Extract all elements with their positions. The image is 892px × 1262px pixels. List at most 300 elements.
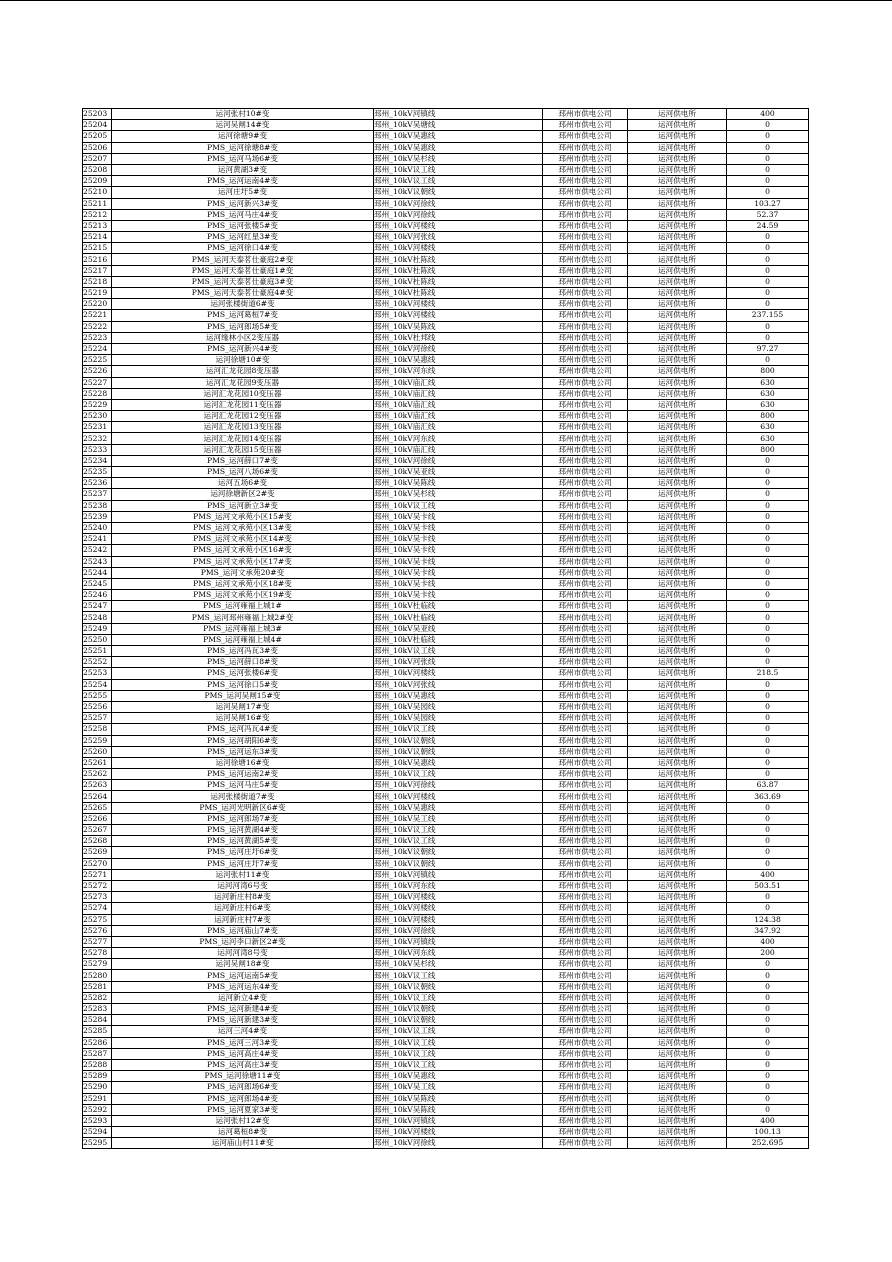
cell-value: 0 (727, 511, 809, 522)
cell-id: 25291 (83, 1093, 112, 1104)
cell-id: 25276 (83, 925, 112, 936)
cell-name: PMS_运河文承苑小区17#变 (112, 556, 374, 567)
cell-station: 运河供电所 (628, 153, 727, 164)
cell-id: 25237 (83, 489, 112, 500)
cell-station: 运河供电所 (628, 735, 727, 746)
cell-value: 0 (727, 265, 809, 276)
cell-value: 0 (727, 142, 809, 153)
cell-id: 25261 (83, 757, 112, 768)
cell-company: 邳州市供电公司 (543, 724, 628, 735)
cell-id: 25279 (83, 959, 112, 970)
cell-station: 运河供电所 (628, 399, 727, 410)
cell-company: 邳州市供电公司 (543, 545, 628, 556)
cell-name: PMS_运河冯瓦3#变 (112, 646, 374, 657)
cell-station: 运河供电所 (628, 522, 727, 533)
cell-station: 运河供电所 (628, 243, 727, 254)
cell-name: 运河吴闸16#变 (112, 713, 374, 724)
cell-name: 运河徐塘新区2#变 (112, 489, 374, 500)
cell-id: 25239 (83, 511, 112, 522)
cell-value: 0 (727, 534, 809, 545)
cell-value: 0 (727, 500, 809, 511)
cell-station: 运河供电所 (628, 534, 727, 545)
cell-line: 邳州_10kV议工线 (374, 176, 543, 187)
cell-company: 邳州市供电公司 (543, 757, 628, 768)
cell-company: 邳州市供电公司 (543, 992, 628, 1003)
cell-name: PMS_运河运南4#变 (112, 176, 374, 187)
cell-station: 运河供电所 (628, 545, 727, 556)
cell-id: 25231 (83, 422, 112, 433)
cell-line: 邳州_10kV吴杉线 (374, 489, 543, 500)
cell-company: 邳州市供电公司 (543, 534, 628, 545)
cell-value: 0 (727, 1071, 809, 1082)
cell-value: 0 (727, 299, 809, 310)
cell-company: 邳州市供电公司 (543, 411, 628, 422)
cell-company: 邳州市供电公司 (543, 120, 628, 131)
cell-company: 邳州市供电公司 (543, 802, 628, 813)
cell-name: PMS_运河高庄4#变 (112, 1048, 374, 1059)
cell-station: 运河供电所 (628, 959, 727, 970)
cell-line: 邳州_10kV杜陈线 (374, 276, 543, 287)
cell-line: 邳州_10kV吴陈线 (374, 478, 543, 489)
cell-value: 0 (727, 590, 809, 601)
cell-station: 运河供电所 (628, 936, 727, 947)
cell-line: 邳州_10kV河徐线 (374, 780, 543, 791)
cell-line: 邳州_10kV庙汇线 (374, 377, 543, 388)
cell-id: 25284 (83, 1015, 112, 1026)
cell-station: 运河供电所 (628, 690, 727, 701)
cell-id: 25219 (83, 288, 112, 299)
cell-id: 25248 (83, 612, 112, 623)
cell-station: 运河供电所 (628, 1026, 727, 1037)
cell-id: 25265 (83, 802, 112, 813)
cell-name: PMS_运河郎场6#变 (112, 1082, 374, 1093)
cell-name: PMS_运河庄圩6#变 (112, 847, 374, 858)
cell-id: 25217 (83, 265, 112, 276)
cell-name: PMS_运河马庄5#变 (112, 780, 374, 791)
cell-name: PMS_运河薛口7#变 (112, 455, 374, 466)
table-row (83, 567, 809, 578)
cell-name: 运河汇龙花园13变压器 (112, 422, 374, 433)
cell-line: 邳州_10kV杜陈线 (374, 265, 543, 276)
cell-name: PMS_运河徐塘8#变 (112, 142, 374, 153)
cell-value: 347.92 (727, 925, 809, 936)
cell-id: 25216 (83, 254, 112, 265)
cell-name: 运河吴闸14#变 (112, 120, 374, 131)
cell-value: 0 (727, 1104, 809, 1115)
cell-line: 邳州_10kV议工线 (374, 500, 543, 511)
cell-line: 邳州_10kV吴园线 (374, 701, 543, 712)
cell-station: 运河供电所 (628, 601, 727, 612)
table-row (83, 355, 809, 366)
cell-company: 邳州市供电公司 (543, 276, 628, 287)
cell-line: 邳州_10kV议工线 (374, 724, 543, 735)
cell-company: 邳州市供电公司 (543, 623, 628, 634)
cell-station: 运河供电所 (628, 1127, 727, 1138)
cell-name: 运河庙山村11#变 (112, 1138, 374, 1149)
cell-value: 0 (727, 276, 809, 287)
cell-line: 邳州_10kV吴塘线 (374, 120, 543, 131)
cell-name: PMS_运河八场6#变 (112, 467, 374, 478)
cell-company: 邳州市供电公司 (543, 646, 628, 657)
cell-id: 25294 (83, 1127, 112, 1138)
cell-station: 运河供电所 (628, 578, 727, 589)
cell-id: 25274 (83, 903, 112, 914)
cell-name: 运河汇龙花园8变压器 (112, 366, 374, 377)
cell-name: PMS_运河文承苑小区14#变 (112, 534, 374, 545)
table-row (83, 802, 809, 813)
cell-company: 邳州市供电公司 (543, 1071, 628, 1082)
table-row (83, 970, 809, 981)
cell-company: 邳州市供电公司 (543, 366, 628, 377)
cell-company: 邳州市供电公司 (543, 209, 628, 220)
cell-station: 运河供电所 (628, 903, 727, 914)
cell-value: 0 (727, 120, 809, 131)
cell-value: 0 (727, 623, 809, 634)
cell-id: 25212 (83, 209, 112, 220)
cell-name: PMS_运河郎场7#变 (112, 813, 374, 824)
cell-line: 邳州_10kV河楼线 (374, 668, 543, 679)
cell-line: 邳州_10kV河楼线 (374, 903, 543, 914)
cell-line: 邳州_10kV杜临线 (374, 601, 543, 612)
cell-station: 运河供电所 (628, 1071, 727, 1082)
cell-company: 邳州市供电公司 (543, 936, 628, 947)
cell-line: 邳州_10kV杜陈线 (374, 254, 543, 265)
table-row (83, 500, 809, 511)
table-row (83, 701, 809, 712)
cell-station: 运河供电所 (628, 746, 727, 757)
cell-company: 邳州市供电公司 (543, 556, 628, 567)
table-row (83, 858, 809, 869)
cell-name: PMS_运河庄圩7#变 (112, 858, 374, 869)
cell-company: 邳州市供电公司 (543, 478, 628, 489)
cell-value: 400 (727, 869, 809, 880)
cell-company: 邳州市供电公司 (543, 746, 628, 757)
cell-company: 邳州市供电公司 (543, 467, 628, 478)
table-row (83, 735, 809, 746)
cell-value: 0 (727, 1037, 809, 1048)
cell-line: 邳州_10kV议工线 (374, 825, 543, 836)
cell-company: 邳州市供电公司 (543, 880, 628, 891)
cell-company: 邳州市供电公司 (543, 522, 628, 533)
cell-company: 邳州市供电公司 (543, 355, 628, 366)
cell-company: 邳州市供电公司 (543, 232, 628, 243)
table-row (83, 713, 809, 724)
cell-line: 邳州_10kV杜邦线 (374, 332, 543, 343)
cell-value: 800 (727, 366, 809, 377)
table-row (83, 1004, 809, 1015)
cell-name: 运河张村11#变 (112, 869, 374, 880)
cell-value: 0 (727, 813, 809, 824)
cell-line: 邳州_10kV议工线 (374, 1048, 543, 1059)
cell-id: 25209 (83, 176, 112, 187)
cell-station: 运河供电所 (628, 567, 727, 578)
cell-line: 邳州_10kV议朝线 (374, 746, 543, 757)
table-row (83, 455, 809, 466)
cell-company: 邳州市供电公司 (543, 131, 628, 142)
cell-value: 0 (727, 1059, 809, 1070)
table-row (83, 612, 809, 623)
cell-name: 运河汇龙花园14变压器 (112, 433, 374, 444)
cell-name: 运河庄圩5#变 (112, 187, 374, 198)
cell-id: 25269 (83, 847, 112, 858)
cell-line: 邳州_10kV庙汇线 (374, 411, 543, 422)
cell-id: 25232 (83, 433, 112, 444)
cell-value: 363.69 (727, 791, 809, 802)
cell-id: 25245 (83, 578, 112, 589)
cell-station: 运河供电所 (628, 724, 727, 735)
cell-value: 252.695 (727, 1138, 809, 1149)
cell-id: 25221 (83, 310, 112, 321)
cell-line: 邳州_10kV吴惠线 (374, 1071, 543, 1082)
cell-company: 邳州市供电公司 (543, 735, 628, 746)
cell-station: 运河供电所 (628, 321, 727, 332)
cell-name: 运河黄湖3#变 (112, 164, 374, 175)
cell-company: 邳州市供电公司 (543, 1082, 628, 1093)
cell-name: PMS_运河文承苑小区16#变 (112, 545, 374, 556)
cell-company: 邳州市供电公司 (543, 668, 628, 679)
cell-value: 630 (727, 422, 809, 433)
cell-id: 25270 (83, 858, 112, 869)
cell-id: 25247 (83, 601, 112, 612)
table-row (83, 556, 809, 567)
cell-station: 运河供电所 (628, 802, 727, 813)
cell-station: 运河供电所 (628, 769, 727, 780)
cell-value: 0 (727, 959, 809, 970)
cell-name: PMS_运河文承苑小区13#变 (112, 522, 374, 533)
cell-id: 25242 (83, 545, 112, 556)
cell-name: PMS_运河夏家3#变 (112, 1104, 374, 1115)
cell-company: 邳州市供电公司 (543, 1026, 628, 1037)
table-row (83, 243, 809, 254)
cell-name: PMS_运河天泰茗仕豪庭4#变 (112, 288, 374, 299)
table-row (83, 489, 809, 500)
cell-line: 邳州_10kV吴陈线 (374, 1093, 543, 1104)
cell-value: 0 (727, 187, 809, 198)
cell-line: 邳州_10kV河镇线 (374, 936, 543, 947)
cell-id: 25203 (83, 109, 112, 120)
cell-company: 邳州市供电公司 (543, 343, 628, 354)
cell-name: 运河新庄村7#变 (112, 914, 374, 925)
cell-name: 运河新立4#变 (112, 992, 374, 1003)
cell-value: 97.27 (727, 343, 809, 354)
cell-id: 25255 (83, 690, 112, 701)
table-row (83, 1093, 809, 1104)
cell-name: 运河吴闸17#变 (112, 701, 374, 712)
cell-station: 运河供电所 (628, 164, 727, 175)
cell-station: 运河供电所 (628, 120, 727, 131)
cell-id: 25250 (83, 634, 112, 645)
cell-station: 运河供电所 (628, 925, 727, 936)
cell-name: 运河汇龙花园12变压器 (112, 411, 374, 422)
cell-station: 运河供电所 (628, 791, 727, 802)
cell-name: 运河汇龙花园11变压器 (112, 399, 374, 410)
cell-company: 邳州市供电公司 (543, 813, 628, 824)
cell-station: 运河供电所 (628, 825, 727, 836)
cell-station: 运河供电所 (628, 892, 727, 903)
cell-company: 邳州市供电公司 (543, 254, 628, 265)
cell-company: 邳州市供电公司 (543, 836, 628, 847)
cell-name: PMS_运河胡阳6#变 (112, 735, 374, 746)
table-row (83, 444, 809, 455)
cell-value: 0 (727, 825, 809, 836)
cell-value: 0 (727, 757, 809, 768)
cell-id: 25208 (83, 164, 112, 175)
cell-station: 运河供电所 (628, 1048, 727, 1059)
table-row (83, 153, 809, 164)
cell-value: 0 (727, 903, 809, 914)
cell-name: PMS_运河红星3#变 (112, 232, 374, 243)
cell-station: 运河供电所 (628, 511, 727, 522)
cell-company: 邳州市供电公司 (543, 590, 628, 601)
cell-id: 25218 (83, 276, 112, 287)
cell-id: 25227 (83, 377, 112, 388)
table-row (83, 522, 809, 533)
cell-name: PMS_运河薛口8#变 (112, 657, 374, 668)
cell-station: 运河供电所 (628, 1037, 727, 1048)
cell-value: 0 (727, 892, 809, 903)
cell-company: 邳州市供电公司 (543, 265, 628, 276)
cell-line: 邳州_10kV河楼线 (374, 914, 543, 925)
cell-company: 邳州市供电公司 (543, 310, 628, 321)
cell-line: 邳州_10kV议工线 (374, 970, 543, 981)
cell-station: 运河供电所 (628, 209, 727, 220)
cell-id: 25238 (83, 500, 112, 511)
cell-id: 25215 (83, 243, 112, 254)
cell-value: 100.13 (727, 1127, 809, 1138)
cell-line: 邳州_10kV吴卡线 (374, 545, 543, 556)
cell-line: 邳州_10kV河徐线 (374, 925, 543, 936)
cell-line: 邳州_10kV吴卡线 (374, 511, 543, 522)
cell-name: PMS_运河新建4#变 (112, 1004, 374, 1015)
cell-name: PMS_运河高庄3#变 (112, 1059, 374, 1070)
cell-line: 邳州_10kV吴卡线 (374, 556, 543, 567)
cell-company: 邳州市供电公司 (543, 959, 628, 970)
cell-id: 25271 (83, 869, 112, 880)
table-row (83, 948, 809, 959)
table-row (83, 164, 809, 175)
table-row (83, 880, 809, 891)
cell-company: 邳州市供电公司 (543, 612, 628, 623)
cell-station: 运河供电所 (628, 590, 727, 601)
cell-station: 运河供电所 (628, 1093, 727, 1104)
cell-name: PMS_运河运南5#变 (112, 970, 374, 981)
cell-name: 运河吴闸18#变 (112, 959, 374, 970)
cell-line: 邳州_10kV吴卡线 (374, 567, 543, 578)
cell-value: 0 (727, 601, 809, 612)
table-row (83, 232, 809, 243)
cell-line: 邳州_10kV议朝线 (374, 1015, 543, 1026)
table-row (83, 1026, 809, 1037)
cell-company: 邳州市供电公司 (543, 713, 628, 724)
cell-name: PMS_运河天泰茗仕豪庭3#变 (112, 276, 374, 287)
cell-line: 邳州_10kV河楼线 (374, 1127, 543, 1138)
table-row (83, 288, 809, 299)
table-row (83, 914, 809, 925)
table-row (83, 780, 809, 791)
cell-value: 0 (727, 701, 809, 712)
cell-id: 25210 (83, 187, 112, 198)
cell-id: 25295 (83, 1138, 112, 1149)
table-row (83, 142, 809, 153)
table-row (83, 310, 809, 321)
cell-value: 0 (727, 478, 809, 489)
cell-company: 邳州市供电公司 (543, 791, 628, 802)
cell-name: 运河徐塘16#变 (112, 757, 374, 768)
cell-station: 运河供电所 (628, 657, 727, 668)
table-row (83, 903, 809, 914)
cell-station: 运河供电所 (628, 288, 727, 299)
cell-station: 运河供电所 (628, 1104, 727, 1115)
cell-station: 运河供电所 (628, 813, 727, 824)
cell-company: 邳州市供电公司 (543, 455, 628, 466)
cell-line: 邳州_10kV吴亚线 (374, 467, 543, 478)
table-row (83, 220, 809, 231)
table-row (83, 109, 809, 120)
table-row (83, 601, 809, 612)
table-row (83, 343, 809, 354)
cell-value: 800 (727, 411, 809, 422)
table-row (83, 478, 809, 489)
table-row (83, 265, 809, 276)
table-row (83, 1015, 809, 1026)
cell-id: 25287 (83, 1048, 112, 1059)
table-row (83, 1037, 809, 1048)
cell-value: 0 (727, 970, 809, 981)
cell-station: 运河供电所 (628, 713, 727, 724)
cell-line: 邳州_10kV吴惠线 (374, 690, 543, 701)
cell-name: PMS_运河新兴4#变 (112, 343, 374, 354)
cell-station: 运河供电所 (628, 948, 727, 959)
table-row (83, 679, 809, 690)
cell-station: 运河供电所 (628, 142, 727, 153)
cell-station: 运河供电所 (628, 467, 727, 478)
cell-value: 63.87 (727, 780, 809, 791)
table-row (83, 981, 809, 992)
table-row (83, 959, 809, 970)
cell-value: 237.155 (727, 310, 809, 321)
cell-value: 0 (727, 657, 809, 668)
cell-company: 邳州市供电公司 (543, 1138, 628, 1149)
cell-value: 0 (727, 556, 809, 567)
cell-line: 邳州_10kV河东线 (374, 433, 543, 444)
cell-line: 邳州_10kV吴杉线 (374, 153, 543, 164)
cell-line: 邳州_10kV议朝线 (374, 858, 543, 869)
table-row (83, 332, 809, 343)
cell-station: 运河供电所 (628, 478, 727, 489)
cell-id: 25257 (83, 713, 112, 724)
table-row (83, 825, 809, 836)
cell-line: 邳州_10kV议朝线 (374, 847, 543, 858)
cell-station: 运河供电所 (628, 1138, 727, 1149)
cell-name: 运河葛桓8#变 (112, 1127, 374, 1138)
cell-company: 邳州市供电公司 (543, 198, 628, 209)
cell-company: 邳州市供电公司 (543, 433, 628, 444)
cell-value: 0 (727, 679, 809, 690)
cell-value: 0 (727, 164, 809, 175)
cell-line: 邳州_10kV河楼线 (374, 220, 543, 231)
cell-station: 运河供电所 (628, 131, 727, 142)
cell-company: 邳州市供电公司 (543, 1127, 628, 1138)
cell-company: 邳州市供电公司 (543, 220, 628, 231)
cell-id: 25272 (83, 880, 112, 891)
cell-name: PMS_运河邳州雍福上城2#变 (112, 612, 374, 623)
cell-name: 运河汇龙花园10变压器 (112, 388, 374, 399)
cell-line: 邳州_10kV吴惠线 (374, 355, 543, 366)
cell-id: 25268 (83, 836, 112, 847)
table-row (83, 746, 809, 757)
cell-value: 630 (727, 377, 809, 388)
table-row (83, 836, 809, 847)
